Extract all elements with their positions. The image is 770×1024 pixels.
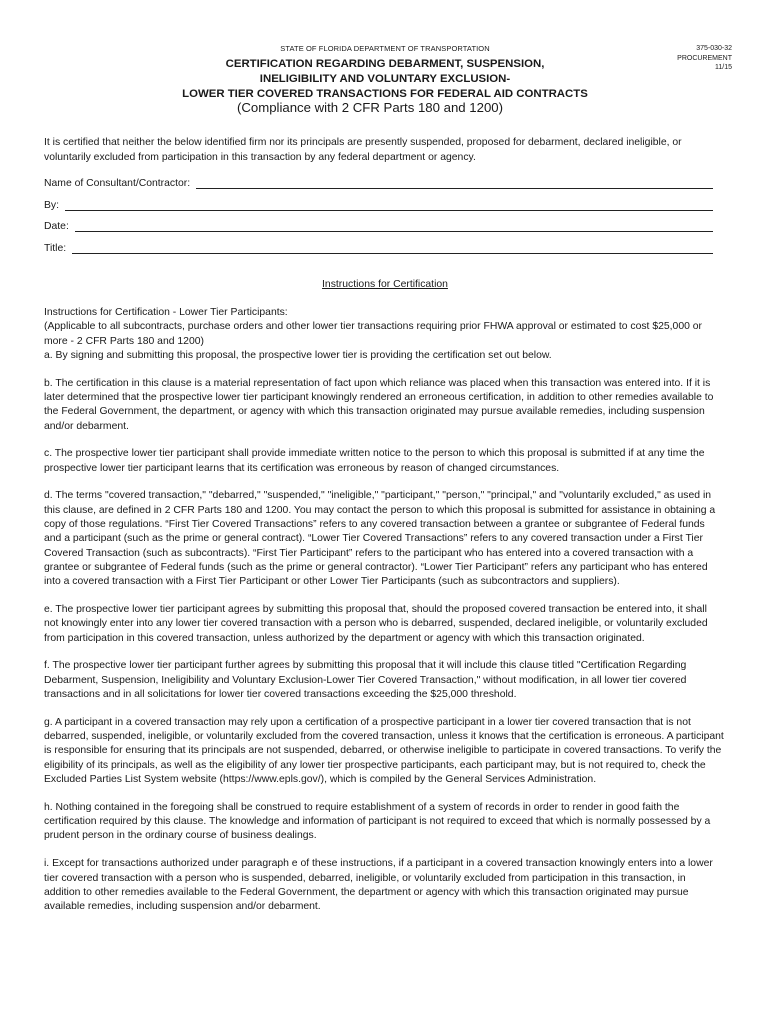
- instructions-applicability: (Applicable to all subcontracts, purchase orders and other lower tier transactions requiring prior FHWA approval or estimated to cost $25,000 or more - 2 CFR Parts 180 and 1200): [44, 321, 703, 347]
- instruction-c: c. The prospective lower tier participant shall provide immediate written notice to the person to which this proposal is submitted if at any time the prospective lower tier participant learns that its certification was erroneous by reason of changed circumstances.: [44, 448, 705, 474]
- form-category: PROCUREMENT: [677, 54, 732, 62]
- by-field-line[interactable]: [65, 200, 713, 211]
- date-field-line[interactable]: [75, 221, 713, 232]
- certification-statement: It is certified that neither the below identified firm nor its principals are presently suspended, proposed for debarment, declared ineligible, or voluntarily excluded from participation in this transaction by any federal department or agency.: [44, 137, 682, 163]
- form-date: 11/15: [715, 64, 732, 71]
- instruction-g: g. A participant in a covered transaction may rely upon a certification of a prospective participant in a lower tier covered transaction that is not debarred, suspended, ineligible, or voluntarily excluded from the covered transaction, unless it knows that the certification is erroneous. A participant is responsible for ensuring that its principals are not suspended, debarred, or otherwise ineligible to participate in covered transactions. To verify the eligibility of its principals, as well as the eligibility of any lower tier prospective participants, each participant may, but is not required to, check the Excluded Parties List System website (https://www.epls.gov/), which is compiled by the General Services Administration.: [44, 716, 724, 786]
- instruction-b: b. The certification in this clause is a material representation of fact upon which reliance was placed when this transaction was entered into. If it is later determined that the prospective lower tier participant knowingly rendered an erroneous certification, in addition to other remedies available to the Federal Government, the department, or agency with which this transaction originated may pursue available remedies, including suspension and/or debarment.: [44, 377, 714, 432]
- name-field-label: Name of Consultant/Contractor:: [44, 178, 191, 189]
- instruction-e: e. The prospective lower tier participant agrees by submitting this proposal that, should the proposed covered transaction be entered into, it shall not knowingly enter into any lower tier covered transaction with a person who is debarred, suspended, declared ineligible, or voluntarily excluded from participation in this covered transaction, unless authorized by the department or agency with which this transaction originated.: [44, 604, 708, 644]
- instruction-d: d. The terms "covered transaction," "debarred," "suspended," "ineligible," "participant," "person," "principal," and "voluntarily excluded," as used in this clause, are defined in 2 CFR Parts 180 and 1200. You may contact the person to which this proposal is submitted for assistance in obtaining a copy of those regulations. “First Tier Covered Transactions” refers to any covered transaction between a grantee or subgrantee of Federal funds and a participant (such as the prime or general contract). “Lower Tier Covered Transactions” refers to any covered transaction under a First Tier Covered Transaction (such as subcontracts). “First Tier Participant” refers to the participant who has entered into a covered transaction with a grantee or subgrantee of Federal funds (such as the prime or general contractor). “Lower Tier Participant” refers any participant who has entered into a covered transaction with a First Tier Participant or other Lower Tier Participants (such as subcontractors and suppliers).: [44, 490, 716, 588]
- date-field[interactable]: [44, 221, 713, 232]
- title-field-label: Title:: [44, 243, 67, 254]
- name-field[interactable]: [44, 178, 713, 189]
- title-field-line[interactable]: [72, 243, 713, 254]
- instruction-f: f. The prospective lower tier participant further agrees by submitting this proposal that it will include this clause titled "Certification Regarding Debarment, Suspension, Ineligibility and Voluntary Exclusion-Lower Tier Covered Transaction," without modification, in all lower tier covered transactions and in all solicitations for lower tier covered transactions exceeding the $25,000 threshold.: [44, 660, 687, 701]
- instructions-heading: Instructions for Certification: [322, 279, 448, 290]
- instruction-a: a. By signing and submitting this proposal, the prospective lower tier is providing the certification set out below.: [44, 349, 552, 361]
- title-field[interactable]: [44, 243, 713, 254]
- title-line-3: LOWER TIER COVERED TRANSACTIONS FOR FEDERAL AID CONTRACTS: [182, 88, 588, 100]
- date-field-label: Date:: [44, 221, 69, 232]
- instructions-body: [44, 306, 724, 928]
- instruction-h: h. Nothing contained in the foregoing shall be construed to require establishment of a system of records in order to render in good faith the certification required by this clause. The knowledge and information of participant is not required to exceed that which is normally possessed by a prudent person in the ordinary course of business dealings.: [44, 801, 711, 842]
- instruction-i: i. Except for transactions authorized under paragraph e of these instructions, if a participant in a covered transaction knowingly enters into a lower tier covered transaction with a person who is suspended, debarred, ineligible, or voluntarily excluded from participation in this transaction, in addition to other remedies available to the Federal Government, the department or agency with which this transaction originated may pursue available remedies, including suspension and/or debarment.: [44, 858, 713, 913]
- name-field-line[interactable]: [196, 178, 713, 189]
- title-line-2: INELIGIBILITY AND VOLUNTARY EXCLUSION-: [259, 73, 511, 85]
- document-title: [0, 57, 770, 102]
- title-line-1: CERTIFICATION REGARDING DEBARMENT, SUSPENSION,: [225, 58, 545, 70]
- form-number: 375-030-32: [696, 45, 732, 52]
- document-subtitle: (Compliance with 2 CFR Parts 180 and 1200): [236, 100, 504, 115]
- by-field-label: By:: [44, 200, 60, 211]
- by-field[interactable]: [44, 200, 713, 211]
- instructions-subheading: Instructions for Certification - Lower Tier Participants:: [44, 307, 288, 318]
- agency-name: STATE OF FLORIDA DEPARTMENT OF TRANSPORTATION: [280, 44, 490, 53]
